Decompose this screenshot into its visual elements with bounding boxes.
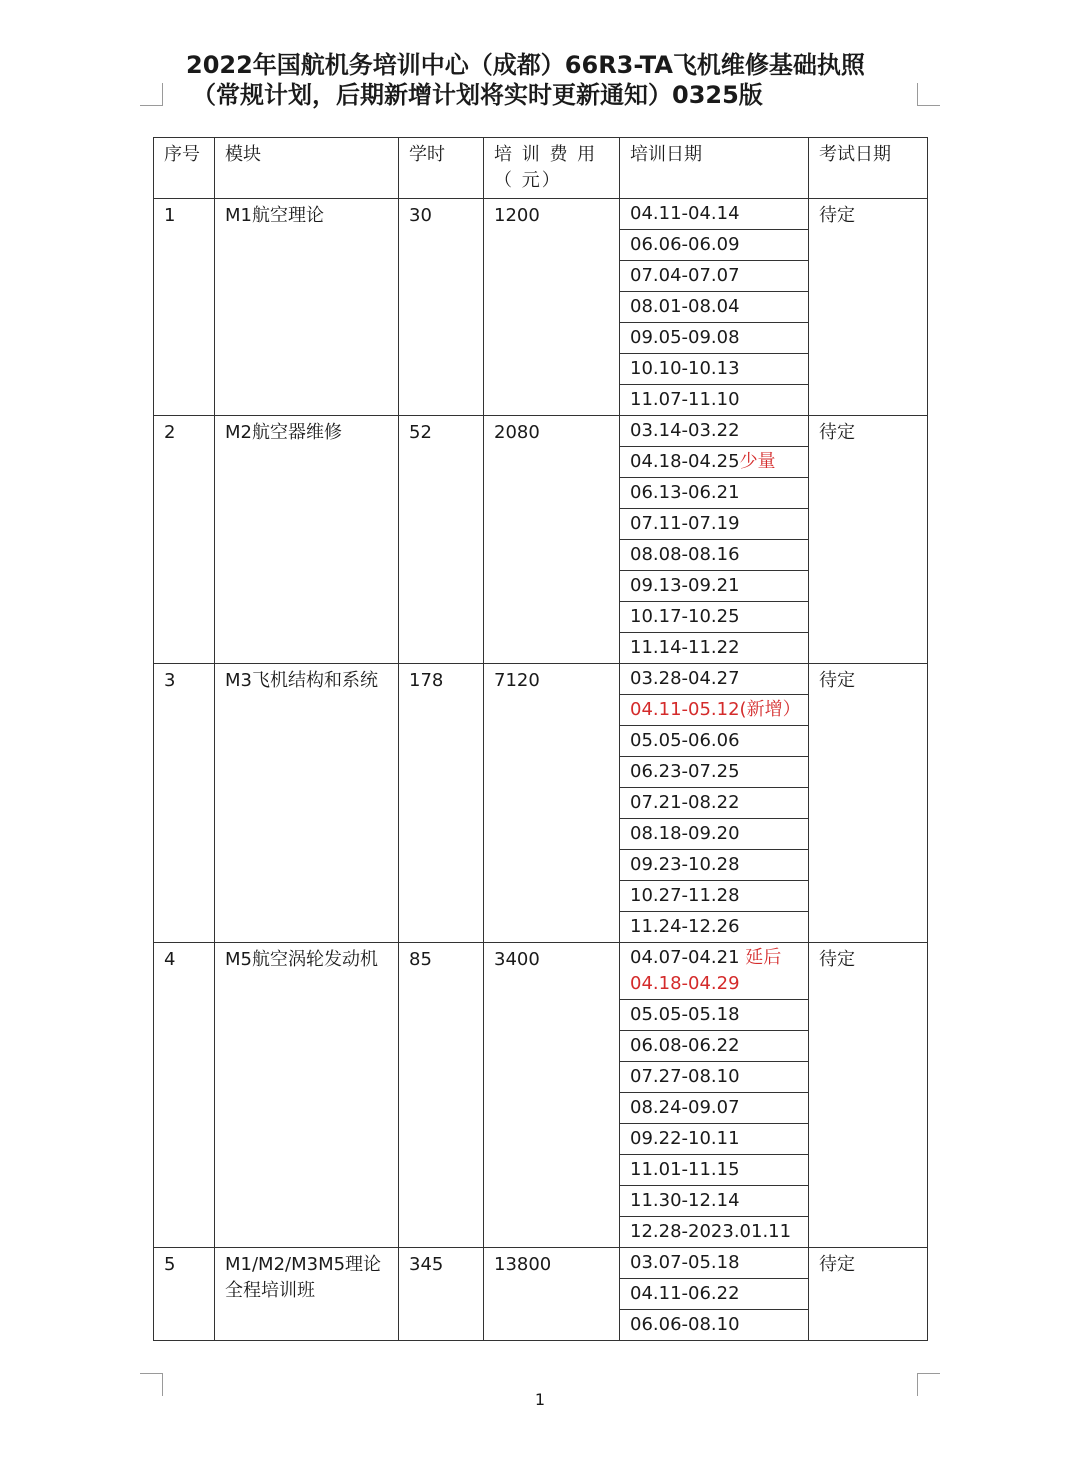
date-range: 06.06-08.10: [630, 1314, 740, 1335]
cell-exam-date: 待定: [809, 943, 928, 1248]
date-item: [620, 726, 808, 757]
date-range: 03.14-03.22: [630, 420, 740, 441]
date-item: [620, 881, 808, 912]
table-row: [154, 416, 928, 664]
date-range: 11.07-11.10: [630, 389, 740, 410]
date-range: 04.11-06.22: [630, 1283, 740, 1304]
cell-seq: 1: [154, 199, 215, 416]
date-item: [620, 1217, 808, 1247]
table-row: [154, 1248, 928, 1341]
date-item: [620, 230, 808, 261]
date-range: 11.01-11.15: [630, 1159, 740, 1180]
date-range: 10.17-10.25: [630, 606, 740, 627]
date-item: [620, 1310, 808, 1340]
date-range: 06.06-06.09: [630, 234, 740, 255]
date-range: 07.04-07.07: [630, 265, 740, 286]
date-range: 06.08-06.22: [630, 1035, 740, 1056]
cell-seq: 5: [154, 1248, 215, 1341]
date-item: [620, 664, 808, 695]
date-item: [620, 478, 808, 509]
date-item: [620, 1062, 808, 1093]
date-item: [620, 850, 808, 881]
date-item: [620, 354, 808, 385]
cell-exam-date: 待定: [809, 1248, 928, 1341]
schedule-table: [153, 137, 928, 1341]
date-range: 07.21-08.22: [630, 792, 740, 813]
table-row: [154, 664, 928, 943]
date-item: [620, 1031, 808, 1062]
table-header-row: [154, 138, 928, 199]
cell-module: M1航空理论: [215, 199, 399, 416]
date-range: 05.05-06.06: [630, 730, 740, 751]
cell-hours: 85: [399, 943, 484, 1248]
date-item: [620, 1124, 808, 1155]
cell-fee: 13800: [484, 1248, 620, 1341]
date-item: [620, 1279, 808, 1310]
date-item: [620, 1000, 808, 1031]
cell-fee: 2080: [484, 416, 620, 664]
date-range: 09.22-10.11: [630, 1128, 740, 1149]
cell-module: M1/M2/M3M5理论全程培训班: [215, 1248, 399, 1341]
page-corner-mark: [140, 83, 163, 106]
date-item: [620, 788, 808, 819]
date-item: [620, 757, 808, 788]
date-item: [620, 943, 808, 1000]
date-item: [620, 261, 808, 292]
date-range: 09.23-10.28: [630, 854, 740, 875]
cell-module: M5航空涡轮发动机: [215, 943, 399, 1248]
cell-fee: 7120: [484, 664, 620, 943]
cell-hours: 52: [399, 416, 484, 664]
date-range: 04.07-04.21: [630, 947, 740, 968]
date-item: [620, 385, 808, 415]
date-item: [620, 416, 808, 447]
header-seq: 序号: [154, 138, 215, 199]
date-item: [620, 509, 808, 540]
date-item: [620, 912, 808, 942]
title-line-1: 2022年国航机务培训中心（成都）66R3-TA飞机维修基础执照: [186, 51, 865, 79]
cell-exam-date: 待定: [809, 199, 928, 416]
cell-seq: 2: [154, 416, 215, 664]
date-range: 11.24-12.26: [630, 916, 740, 937]
cell-train-dates: [620, 1248, 809, 1341]
date-range: 04.18-04.25: [630, 451, 740, 472]
cell-exam-date: 待定: [809, 416, 928, 664]
header-train-date: 培训日期: [620, 138, 809, 199]
cell-train-dates: [620, 199, 809, 416]
page-corner-mark: [917, 83, 940, 106]
table-row: [154, 943, 928, 1248]
cell-module: M3飞机结构和系统: [215, 664, 399, 943]
cell-train-dates: [620, 943, 809, 1248]
date-item: [620, 633, 808, 663]
date-range: 06.23-07.25: [630, 761, 740, 782]
date-item: [620, 1093, 808, 1124]
cell-train-dates: [620, 416, 809, 664]
date-note-extra: 04.18-04.29: [630, 973, 740, 994]
document-title: [150, 50, 930, 110]
cell-hours: 30: [399, 199, 484, 416]
table-row: [154, 199, 928, 416]
date-item: [620, 540, 808, 571]
header-exam-date: 考试日期: [809, 138, 928, 199]
date-range: 08.24-09.07: [630, 1097, 740, 1118]
date-range: 04.11-04.14: [630, 203, 740, 224]
date-item: [620, 1155, 808, 1186]
cell-fee: 3400: [484, 943, 620, 1248]
date-item: [620, 292, 808, 323]
date-range: 06.13-06.21: [630, 482, 740, 503]
date-range: 08.18-09.20: [630, 823, 740, 844]
date-range: 03.07-05.18: [630, 1252, 740, 1273]
date-range: 10.10-10.13: [630, 358, 740, 379]
date-item: [620, 695, 808, 726]
header-hours: 学时: [399, 138, 484, 199]
date-range: 07.27-08.10: [630, 1066, 740, 1087]
date-item: [620, 1248, 808, 1279]
header-fee: 培 训 费 用 （ 元）: [484, 138, 620, 199]
date-item: [620, 571, 808, 602]
date-range: 08.01-08.04: [630, 296, 740, 317]
date-range: 03.28-04.27: [630, 668, 740, 689]
title-line-2: （常规计划，后期新增计划将实时更新通知）0325版: [192, 81, 763, 109]
date-range: 11.30-12.14: [630, 1190, 740, 1211]
cell-hours: 178: [399, 664, 484, 943]
cell-exam-date: 待定: [809, 664, 928, 943]
date-range: 10.27-11.28: [630, 885, 740, 906]
cell-seq: 3: [154, 664, 215, 943]
cell-seq: 4: [154, 943, 215, 1248]
date-range: 09.13-09.21: [630, 575, 740, 596]
date-item: [620, 323, 808, 354]
date-item: [620, 1186, 808, 1217]
cell-train-dates: [620, 664, 809, 943]
cell-hours: 345: [399, 1248, 484, 1341]
date-range: 09.05-09.08: [630, 327, 740, 348]
date-range: 11.14-11.22: [630, 637, 740, 658]
date-item: [620, 447, 808, 478]
date-range: 12.28-2023.01.11: [630, 1221, 792, 1242]
date-item: [620, 199, 808, 230]
date-item: [620, 602, 808, 633]
cell-module: M2航空器维修: [215, 416, 399, 664]
date-range: 07.11-07.19: [630, 513, 740, 534]
date-range: 05.05-05.18: [630, 1004, 740, 1025]
date-item: [620, 819, 808, 850]
date-note: 少量: [739, 451, 776, 472]
page-number: 1: [534, 1390, 546, 1409]
date-range: 08.08-08.16: [630, 544, 740, 565]
date-note: 04.11-05.12(新增）: [630, 699, 801, 720]
header-module: 模块: [215, 138, 399, 199]
date-note: 延后: [739, 947, 782, 968]
cell-fee: 1200: [484, 199, 620, 416]
